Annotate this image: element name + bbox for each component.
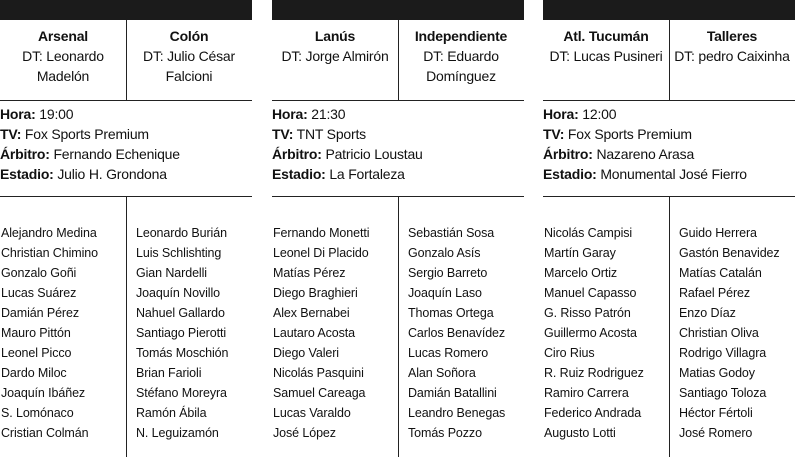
team-name: Lanús	[314, 28, 356, 44]
player-name: Joaquín Ibáñez	[1, 386, 86, 400]
roster-away	[136, 223, 261, 443]
info-label: Estadio:	[543, 166, 597, 182]
player-name: Diego Braghieri	[273, 286, 358, 300]
info-label: Hora:	[543, 106, 579, 122]
player-name: Rafael Pérez	[679, 286, 751, 300]
header-bar	[0, 0, 252, 20]
header-bar	[543, 0, 795, 20]
roster-divider	[126, 196, 127, 457]
info-value: 21:30	[311, 106, 346, 122]
info-value: Julio H. Grondona	[57, 166, 167, 182]
player-name: Matias Godoy	[679, 366, 755, 380]
player-name: Brian Farioli	[136, 366, 202, 380]
match-info	[0, 104, 252, 184]
player-name: Damián Pérez	[1, 306, 79, 320]
player-name: Matías Catalán	[679, 266, 762, 280]
player-name: R. Ruiz Rodriguez	[544, 366, 644, 380]
player-name: Sebastián Sosa	[408, 226, 495, 240]
team-away	[669, 26, 795, 66]
team-away	[398, 26, 524, 86]
info-hora	[543, 104, 795, 124]
info-label: TV:	[543, 126, 565, 142]
info-arbitro	[272, 144, 524, 164]
player-name: Fernando Monetti	[273, 226, 370, 240]
team-home	[0, 26, 126, 86]
player-name: S. Lomónaco	[1, 406, 74, 420]
player-name: Nahuel Gallardo	[136, 306, 225, 320]
player-name: N. Leguizamón	[136, 426, 219, 440]
info-label: Hora:	[0, 106, 36, 122]
player-name: Dardo Miloc	[1, 366, 67, 380]
info-estadio	[543, 164, 795, 184]
player-name: Samuel Careaga	[273, 386, 366, 400]
info-value: La Fortaleza	[329, 166, 405, 182]
player-name: Sergio Barreto	[408, 266, 488, 280]
info-value: Monumental José Fierro	[600, 166, 747, 182]
match-card	[543, 0, 795, 457]
team-name: Atl. Tucumán	[563, 28, 649, 44]
player-name: Thomas Ortega	[408, 306, 494, 320]
info-hora	[272, 104, 524, 124]
player-name: José Romero	[679, 426, 753, 440]
info-label: Estadio:	[0, 166, 54, 182]
player-name: Augusto Lotti	[544, 426, 616, 440]
match-info	[543, 104, 795, 184]
player-name: Luis Schlishting	[136, 246, 222, 260]
player-name: Tomás Pozzo	[408, 426, 482, 440]
match-card	[272, 0, 524, 457]
roster-home	[544, 223, 669, 443]
team-name: Talleres	[706, 28, 758, 44]
roster-home	[273, 223, 398, 443]
player-name: Martín Garay	[544, 246, 616, 260]
player-name: Damián Batallini	[408, 386, 497, 400]
player-name: Gian Nardelli	[136, 266, 207, 280]
player-name: Gonzalo Asís	[408, 246, 481, 260]
player-name: Rodrigo Villagra	[679, 346, 767, 360]
info-estadio	[272, 164, 524, 184]
divider	[0, 100, 252, 101]
team-away	[126, 26, 252, 86]
info-value: TNT Sports	[296, 126, 366, 142]
divider	[272, 100, 524, 101]
player-name: Leonardo Burián	[136, 226, 227, 240]
player-name: Gonzalo Goñi	[1, 266, 77, 280]
player-name: Leandro Benegas	[408, 406, 506, 420]
player-name: Lucas Varaldo	[273, 406, 351, 420]
team-home	[543, 26, 669, 66]
player-name: Alex Bernabei	[273, 306, 350, 320]
player-name: Diego Valeri	[273, 346, 339, 360]
player-name: Santiago Pierotti	[136, 326, 227, 340]
info-label: Árbitro:	[543, 146, 593, 162]
coach-name: DT: Leonardo Madelón	[22, 48, 104, 84]
coach-name: DT: Julio César Falcioni	[143, 48, 235, 84]
player-name: Héctor Fértoli	[679, 406, 753, 420]
player-name: Mauro Pittón	[1, 326, 71, 340]
team-name: Arsenal	[38, 28, 88, 44]
info-tv	[543, 124, 795, 144]
info-arbitro	[543, 144, 795, 164]
player-name: Christian Chimino	[1, 246, 98, 260]
info-arbitro	[0, 144, 252, 164]
roster-away	[408, 223, 533, 443]
info-value: Fernando Echenique	[53, 146, 180, 162]
player-name: Joaquín Laso	[408, 286, 482, 300]
team-name: Independiente	[414, 28, 508, 44]
player-name: Ciro Rius	[544, 346, 595, 360]
coach-name: DT: Jorge Almirón	[281, 48, 389, 64]
player-name: José López	[273, 426, 336, 440]
info-estadio	[0, 164, 252, 184]
player-name: Federico Andrada	[544, 406, 642, 420]
header-bar	[272, 0, 524, 20]
player-name: Enzo Díaz	[679, 306, 736, 320]
player-name: Stéfano Moreyra	[136, 386, 227, 400]
player-name: Christian Oliva	[679, 326, 759, 340]
info-value: Patricio Loustau	[325, 146, 423, 162]
info-value: 19:00	[39, 106, 74, 122]
team-name: Colón	[169, 28, 209, 44]
player-name: Cristian Colmán	[1, 426, 89, 440]
player-name: Ramiro Carrera	[544, 386, 629, 400]
player-name: Nicolás Pasquini	[273, 366, 364, 380]
info-value: Fox Sports Premium	[24, 126, 149, 142]
info-tv	[272, 124, 524, 144]
info-value: Fox Sports Premium	[567, 126, 692, 142]
roster-divider	[398, 196, 399, 457]
coach-name: DT: pedro Caixinha	[674, 48, 790, 64]
match-card	[0, 0, 252, 457]
info-label: Estadio:	[272, 166, 326, 182]
info-tv	[0, 124, 252, 144]
player-name: Ramón Ábila	[136, 406, 207, 420]
player-name: Carlos Benavídez	[408, 326, 506, 340]
player-name: Lucas Suárez	[1, 286, 77, 300]
player-name: Joaquín Novillo	[136, 286, 220, 300]
info-label: Árbitro:	[272, 146, 322, 162]
info-value: 12:00	[582, 106, 617, 122]
info-hora	[0, 104, 252, 124]
player-name: Matías Pérez	[273, 266, 346, 280]
player-name: G. Risso Patrón	[544, 306, 631, 320]
info-value: Nazareno Arasa	[596, 146, 695, 162]
player-name: Lucas Romero	[408, 346, 489, 360]
match-info	[272, 104, 524, 184]
coach-name: DT: Eduardo Domínguez	[423, 48, 499, 84]
player-name: Alejandro Medina	[1, 226, 97, 240]
info-label: TV:	[272, 126, 294, 142]
roster-home	[1, 223, 126, 443]
roster-divider	[669, 196, 670, 457]
player-name: Santiago Toloza	[679, 386, 767, 400]
coach-name: DT: Lucas Pusineri	[549, 48, 663, 64]
player-name: Guido Herrera	[679, 226, 757, 240]
player-name: Leonel Di Placido	[273, 246, 369, 260]
info-label: TV:	[0, 126, 22, 142]
player-name: Marcelo Ortiz	[544, 266, 618, 280]
player-name: Manuel Capasso	[544, 286, 637, 300]
roster-away	[679, 223, 795, 443]
team-home	[272, 26, 398, 66]
player-name: Gastón Benavidez	[679, 246, 780, 260]
player-name: Guillermo Acosta	[544, 326, 637, 340]
player-name: Tomás Moschión	[136, 346, 229, 360]
player-name: Leonel Picco	[1, 346, 72, 360]
player-name: Lautaro Acosta	[273, 326, 355, 340]
info-label: Hora:	[272, 106, 308, 122]
info-label: Árbitro:	[0, 146, 50, 162]
player-name: Alan Soñora	[408, 366, 476, 380]
player-name: Nicolás Campisi	[544, 226, 633, 240]
divider	[543, 100, 795, 101]
